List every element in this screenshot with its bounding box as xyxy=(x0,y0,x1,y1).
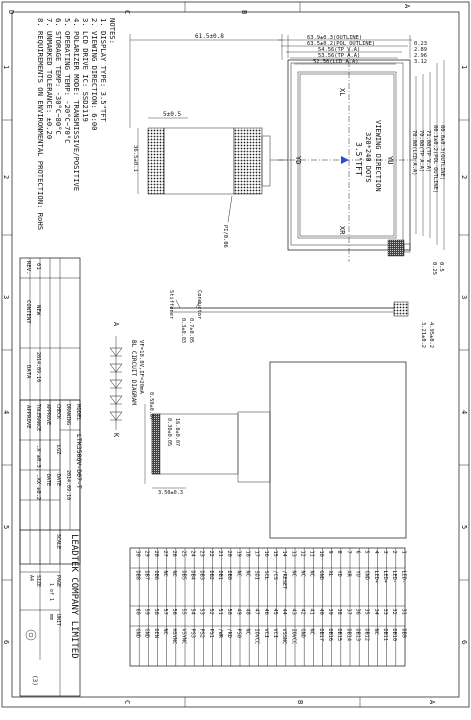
pin-number-cell: 45 xyxy=(271,608,278,615)
title-block xyxy=(20,400,83,696)
pin-number-cell: 31 xyxy=(400,608,407,615)
pin-assignment-table xyxy=(130,548,406,666)
viewing-direction-arrow-icon xyxy=(341,156,349,164)
approve-label: APPROVE xyxy=(45,404,51,426)
pin-number-cell: 48 xyxy=(244,608,251,615)
bl-cathode-label: K xyxy=(112,433,120,438)
side-callout-label: PI/0.06 xyxy=(222,225,228,248)
pin-signal-cell: VSSNC xyxy=(281,628,288,645)
pin-signal-cell: DB15 xyxy=(336,628,343,641)
scale-label: SCALE xyxy=(55,534,61,550)
pin-number-cell: 12 xyxy=(299,550,306,557)
pin-number-cell: 46 xyxy=(262,608,269,615)
svg-text:1: 1 xyxy=(2,65,10,70)
note-6: 6. STORAGE TEMP: -30°C~80°C xyxy=(54,18,63,135)
pin-number-cell: 57 xyxy=(161,608,168,615)
pin-signal-cell: VSYNC xyxy=(180,628,187,645)
pin-signal-cell: LED+ xyxy=(372,570,379,583)
svg-text:6: 6 xyxy=(460,640,468,645)
svg-text:6: 6 xyxy=(2,640,10,645)
dim-thick-a: 4.95±0.2 xyxy=(428,322,434,348)
dim-side-gap-2: 0.25 xyxy=(431,262,437,275)
dim-lcd-aa-height: 70.08(LCD A.A) xyxy=(411,130,417,176)
dim-pol-width: 63.5±0.2(POL OUTLINE) xyxy=(307,41,376,47)
pin-number-cell: 8 xyxy=(336,550,343,554)
pin-number-cell: 51 xyxy=(216,608,223,615)
pin-signal-cell: IOVCC xyxy=(253,628,260,645)
dim-fpc-2: 0.30±0.05 xyxy=(166,418,172,447)
svg-text:5: 5 xyxy=(2,525,10,530)
pin-number-cell: 24 xyxy=(189,550,196,557)
pin-signal-cell: NC xyxy=(244,570,251,577)
zone-letter-c: C xyxy=(123,10,131,15)
pin-signal-cell: NC xyxy=(161,628,168,635)
pin-signal-cell: DEN xyxy=(152,628,159,638)
pin-signal-cell: NC xyxy=(171,570,178,577)
pin-signal-cell: DB5 xyxy=(180,570,187,580)
touch-yd-label: YD xyxy=(294,156,302,165)
svg-text:5: 5 xyxy=(460,525,468,530)
pin-number-cell: 21 xyxy=(216,550,223,557)
pin-number-cell: 13 xyxy=(290,550,297,557)
display-size-label: 3.5"TFT xyxy=(354,142,363,176)
svg-text:2: 2 xyxy=(460,175,468,180)
company-name: LEADTEK COMPANY LIMITED xyxy=(69,534,79,659)
pin-number-cell: 49 xyxy=(235,608,242,615)
pin-number-cell: 27 xyxy=(161,550,168,557)
pin-number-cell: 40 xyxy=(317,608,324,615)
viewing-direction-label: VIEWING DIRECTION xyxy=(374,120,382,192)
pin-signal-cell: HSYNC xyxy=(171,628,178,645)
pin-number-cell: 19 xyxy=(235,550,242,557)
pin-signal-cell: IOVCC xyxy=(290,628,297,645)
pin-signal-cell: XL xyxy=(326,570,333,577)
pin-number-cell: 4 xyxy=(372,550,379,554)
pin-signal-cell: PS1 xyxy=(207,628,214,638)
pin-number-cell: 23 xyxy=(198,550,205,557)
dim-offset-3: 2.96 xyxy=(414,53,427,59)
front-dims-top xyxy=(278,35,427,65)
leader-line-side xyxy=(228,196,232,222)
svg-text:4: 4 xyxy=(460,410,468,415)
pin-number-cell: 3 xyxy=(381,550,388,554)
dim-tp-aa-width: 53.56(TP A.A) xyxy=(318,53,361,59)
side-body xyxy=(164,128,234,194)
zone-letter-b-bottom: B xyxy=(296,700,304,705)
notes-heading: NOTES: xyxy=(108,18,117,44)
notes-block xyxy=(36,18,117,230)
drawing-label: DRAWING xyxy=(65,404,71,426)
pin-number-cell: 15 xyxy=(271,550,278,557)
pin-signal-cell: NC xyxy=(244,628,251,635)
pin-signal-cell: DB6 xyxy=(152,570,159,580)
resolution-label: 320*240 DOTS xyxy=(364,132,372,183)
fpc-connector-tab xyxy=(404,244,410,252)
pin-number-cell: 43 xyxy=(290,608,297,615)
pin-signal-cell: DB12 xyxy=(363,628,370,641)
dim-lcd-aa-width: 52.56(LCD A.A) xyxy=(313,59,359,65)
page-value: 1 of 1 xyxy=(48,583,54,602)
pin-number-cell: 58 xyxy=(152,608,159,615)
pin-number-cell: 39 xyxy=(326,608,333,615)
tolerance-value: .X ±0.3, .XX ±0.2 xyxy=(35,445,41,501)
pin-number-cell: 29 xyxy=(143,550,150,557)
note-8: 8. REQUIREMENTS ON ENVIRONMENTAL PROTECTION: RoHS xyxy=(36,18,45,231)
zone-numbers-left xyxy=(2,65,10,644)
pin-signal-cell: DB3 xyxy=(198,570,205,580)
pin-signal-cell: LED+ xyxy=(381,570,388,583)
pin-signal-cell: VCI xyxy=(262,628,269,638)
pin-number-cell: 54 xyxy=(189,608,196,615)
pin-number-cell: 34 xyxy=(372,608,379,615)
note-3: 3. LCD DRIVE IC: SSD2119 xyxy=(81,18,90,122)
pin-signal-cell: /CS xyxy=(271,570,278,580)
dim-outline-height: 80.8±0.3(OUTLINE) xyxy=(439,125,445,181)
svg-text:4: 4 xyxy=(2,410,10,415)
pin-signal-cell: XR xyxy=(345,570,352,577)
dim-pol-height: 80.1±0.2(POL OUTLINE) xyxy=(432,125,438,194)
pin-number-cell: 25 xyxy=(180,550,187,557)
note-1: 1. DISPLAY TYPE: 3.5"TFT xyxy=(99,18,108,122)
pin-signal-cell: DB8 xyxy=(134,570,141,580)
tolerance-label: TOLERANCE xyxy=(35,404,41,432)
dim-tp-aa-height: 70.08(TP A.A) xyxy=(418,130,424,173)
pin-signal-cell: NC xyxy=(308,628,315,635)
pin-signal-cell: /WR xyxy=(216,628,223,638)
front-view xyxy=(278,50,418,262)
pin-signal-cell: DB10 xyxy=(391,628,398,641)
pin-signal-cell: PS2 xyxy=(198,628,205,638)
content-header: CONTENT xyxy=(25,300,31,324)
pin-number-cell: 26 xyxy=(171,550,178,557)
model-label: MODEL xyxy=(75,404,81,421)
pin-number-cell: 56 xyxy=(171,608,178,615)
check-value: LGZ xyxy=(55,445,61,455)
front-dims-side xyxy=(411,60,445,275)
pin-number-cell: 14 xyxy=(281,550,288,557)
pin-number-cell: 44 xyxy=(281,608,288,615)
check-date-label: DATE xyxy=(55,474,61,487)
dim-side-width: 36.5±0.1 xyxy=(132,145,138,172)
svg-text:1: 1 xyxy=(460,65,468,70)
pin-number-cell: 11 xyxy=(308,550,315,557)
pol-outline xyxy=(291,63,403,245)
bl-circuit-diagram xyxy=(110,322,144,438)
dim-fpc-3: 16.8±0.07 xyxy=(174,418,180,447)
pin-signal-cell: NC xyxy=(290,570,297,577)
pin-signal-cell: GND xyxy=(317,570,324,580)
projection-label: (3) xyxy=(31,675,38,686)
zone-numbers-right xyxy=(460,65,468,644)
touch-xr-label: XR xyxy=(338,226,346,235)
pin-signal-cell: GND xyxy=(134,628,141,638)
rev-header: REV. xyxy=(25,261,31,275)
pin-number-cell: 37 xyxy=(345,608,352,615)
pin-number-cell: 1 xyxy=(400,550,407,554)
pin-number-cell: 7 xyxy=(345,550,352,554)
pin-number-cell: 17 xyxy=(253,550,260,557)
pin-signal-cell: GND xyxy=(143,628,150,638)
content-value: NEW xyxy=(35,305,41,316)
pin-number-cell: 30 xyxy=(134,550,141,557)
pin-signal-cell: NC xyxy=(299,570,306,577)
pin-number-cell: 60 xyxy=(134,608,141,615)
pin-number-cell: 47 xyxy=(253,608,260,615)
pin-signal-cell: SDI xyxy=(253,570,260,580)
fpc-tail xyxy=(238,412,270,482)
back-outline xyxy=(270,362,406,538)
pin-signal-cell: GND xyxy=(363,570,370,580)
pin-number-cell: 59 xyxy=(143,608,150,615)
svg-text:2: 2 xyxy=(2,175,10,180)
pin-signal-cell: /RD xyxy=(226,628,233,638)
pin-signal-cell: YU xyxy=(354,570,361,577)
pin-number-cell: 55 xyxy=(180,608,187,615)
side-view xyxy=(130,33,288,248)
zone-letter-a-bottom: A xyxy=(428,700,436,705)
model-value: LTK350QV-D07-T xyxy=(75,434,83,489)
approve-header: APPROVE xyxy=(25,405,31,429)
dim-offset-2: 2.89 xyxy=(414,47,427,53)
fpc-extension xyxy=(152,414,238,474)
dim-side-gap-1: 0.5 xyxy=(438,262,444,272)
pin-number-cell: 41 xyxy=(308,608,315,615)
zone-letter-b: B xyxy=(240,10,248,15)
data-header: DATA xyxy=(25,365,31,379)
pin-number-cell: 38 xyxy=(336,608,343,615)
pin-number-cell: 6 xyxy=(354,550,361,554)
size-value: A4 xyxy=(28,575,34,582)
pin-number-cell: 52 xyxy=(207,608,214,615)
side-stiffener-left xyxy=(148,128,164,194)
side-stiffener-right xyxy=(234,128,262,194)
rev-date-value: 2014.09.10 xyxy=(35,352,41,383)
size-label: SIZE xyxy=(35,575,41,588)
pin-signal-cell: PS0 xyxy=(235,628,242,638)
dim-tp-va-width: 54.56(TP V.A) xyxy=(318,47,361,53)
pin-signal-cell: NC xyxy=(372,628,379,635)
touch-xl-label: XL xyxy=(338,88,346,97)
pin-signal-cell: DB4 xyxy=(189,570,196,580)
touch-yu-label: YU xyxy=(386,156,394,165)
pin-signal-cell: YD xyxy=(336,570,343,577)
pin-number-cell: 32 xyxy=(391,608,398,615)
side-fpc-fold xyxy=(262,136,270,186)
zone-letter-c-bottom: C xyxy=(123,700,131,705)
fpc-conductor-label: Conductor xyxy=(196,290,202,320)
pin-number-cell: 28 xyxy=(152,550,159,557)
approve-date-label: DATE xyxy=(45,474,51,487)
pin-signal-cell: GND xyxy=(299,628,306,638)
dim-thickness: 5±0.5 xyxy=(163,111,182,118)
pin-signal-cell: DB7 xyxy=(143,570,150,580)
pin-signal-cell: DB0 xyxy=(226,570,233,580)
dim-outline-width: 63.9±0.3(OUTLINE) xyxy=(307,35,363,41)
svg-text:3: 3 xyxy=(460,295,468,300)
pin-number-cell: 18 xyxy=(244,550,251,557)
zone-letter-d: D xyxy=(7,10,15,15)
fpc-stiffener-label: Stiffener xyxy=(168,290,174,320)
svg-text:3: 3 xyxy=(2,295,10,300)
dim-pitch-a: 0.7±0.05 xyxy=(188,318,194,343)
unit-value: mm xyxy=(48,614,54,621)
back-view xyxy=(145,362,406,538)
dim-tp-va-height: 71.08(TP V.A) xyxy=(425,130,431,173)
fpc-end-stiffener xyxy=(394,302,408,316)
dim-thick-b: 3.21±0.2 xyxy=(420,322,426,348)
pin-signal-cell: SCL xyxy=(262,570,269,580)
dim-overall-length: 61.5±0.8 xyxy=(195,33,224,40)
dim-fpc-4: 3.50±0.3 xyxy=(158,490,183,496)
projection-symbol-icon xyxy=(26,630,36,640)
pin-signal-cell: DB17 xyxy=(317,628,324,641)
pin-number-cell: 33 xyxy=(381,608,388,615)
pin-signal-cell: DB16 xyxy=(326,628,333,641)
pin-signal-cell: /RESET xyxy=(281,570,288,590)
bl-anode-label: A xyxy=(112,322,120,327)
pin-number-cell: 20 xyxy=(226,550,233,557)
fpc-connector-pad xyxy=(388,240,404,256)
pin-signal-cell: LED- xyxy=(391,570,398,583)
pin-number-cell: 5 xyxy=(363,550,370,554)
pin-number-cell: 22 xyxy=(207,550,214,557)
dim-fpc-1: 0.50±0.07 xyxy=(148,392,154,421)
bl-circuit-title: BL CIRCUIT DIAGRAM xyxy=(130,340,137,406)
dim-pitch-b: 0.3±0.03 xyxy=(180,318,186,343)
rev-value: 01 xyxy=(35,263,41,270)
pin-signal-cell: DB13 xyxy=(354,628,361,641)
pin-signal-cell: DB14 xyxy=(345,628,352,641)
pin-signal-cell: DB2 xyxy=(207,570,214,580)
pin-signal-cell: NC xyxy=(308,570,315,577)
pin-signal-cell: VCI xyxy=(271,628,278,638)
unit-label: UNIT xyxy=(55,614,61,627)
pin-number-cell: 53 xyxy=(198,608,205,615)
drawing-date: 2014.09.10 xyxy=(65,470,71,501)
fpc-gold-fingers xyxy=(152,414,160,474)
fpc-profile xyxy=(168,290,434,348)
note-5: 5. OPERATING TEMP: -20°C~70°C xyxy=(63,18,72,144)
dim-offset-4: 3.12 xyxy=(414,59,427,65)
pin-signal-cell: DB11 xyxy=(381,628,388,641)
pin-number-cell: 35 xyxy=(363,608,370,615)
pin-signal-cell: NC xyxy=(161,570,168,577)
note-4: 4. POLARIZER MODE: TRANSMISSIVE/POSITIVE xyxy=(72,18,81,192)
pin-signal-cell: PS3 xyxy=(189,628,196,638)
pin-number-cell: 36 xyxy=(354,608,361,615)
zone-letter-a: A xyxy=(403,4,411,9)
pin-number-cell: 2 xyxy=(391,550,398,554)
pin-number-cell: 50 xyxy=(226,608,233,615)
note-7: 7. UNMARKED TOLERANCE: ±0.20 xyxy=(45,18,54,140)
page-label: PAGE xyxy=(55,575,61,588)
pin-signal-cell: DB9 xyxy=(400,628,407,638)
note-2: 2. VIEWING DIRECTION: 6:00 xyxy=(90,18,99,131)
pin-signal-cell: NC xyxy=(235,570,242,577)
pin-number-cell: 42 xyxy=(299,608,306,615)
pin-number-cell: 16 xyxy=(262,550,269,557)
bl-circuit-spec: VF=18.8V,IF=20mA xyxy=(138,340,144,394)
pin-number-cell: 9 xyxy=(326,550,333,554)
pin-number-cell: 10 xyxy=(317,550,324,557)
check-label: CHECK xyxy=(55,404,61,420)
pin-signal-cell: LED- xyxy=(400,570,407,583)
pin-signal-cell: DB1 xyxy=(216,570,223,580)
dim-offset-1: 0.23 xyxy=(414,41,427,47)
